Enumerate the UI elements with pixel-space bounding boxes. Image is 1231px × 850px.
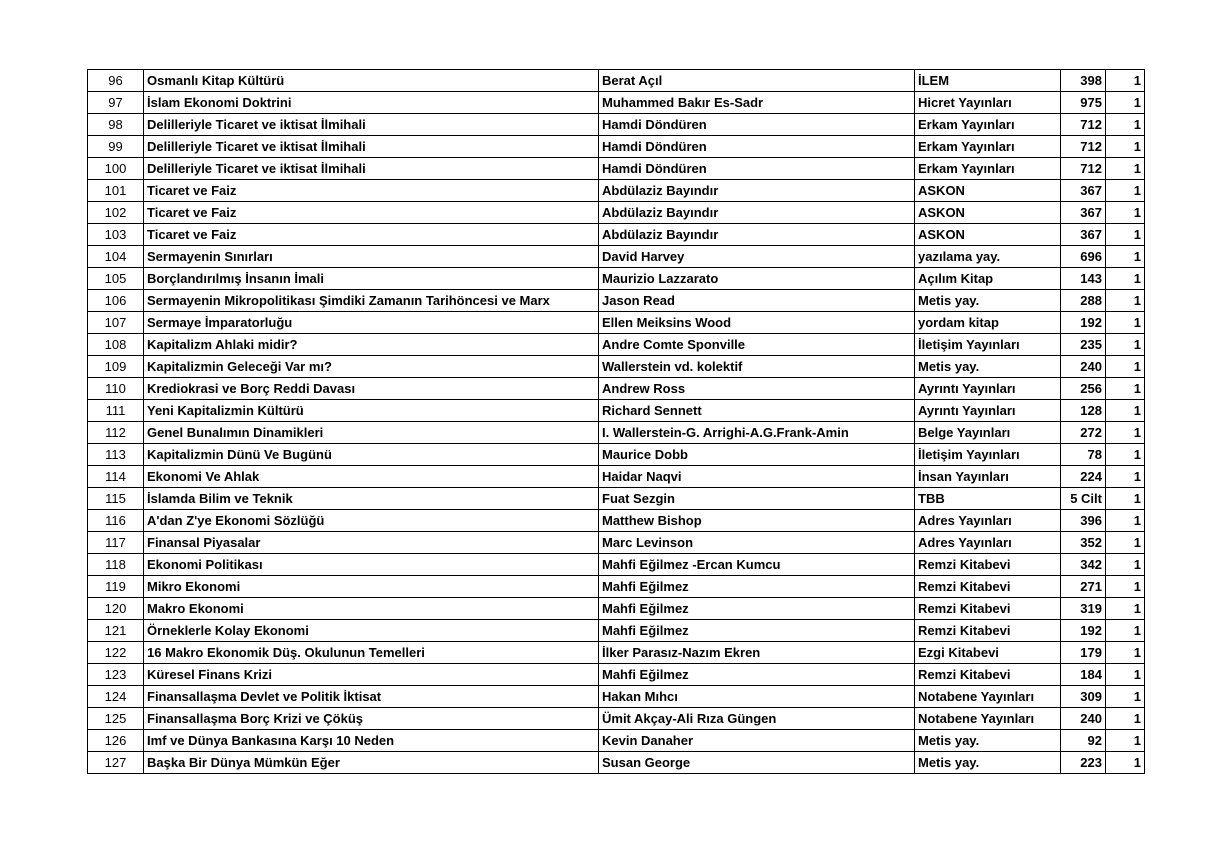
page-count-cell: 367 [1061,202,1106,224]
page-count-cell: 288 [1061,290,1106,312]
row-number-cell: 118 [88,554,144,576]
publisher-cell: Notabene Yayınları [915,708,1061,730]
row-number-cell: 102 [88,202,144,224]
table-row [88,686,1145,708]
row-number-cell: 110 [88,378,144,400]
author-cell: Kevin Danaher [599,730,915,752]
quantity-cell: 1 [1106,488,1145,510]
author-cell: Maurice Dobb [599,444,915,466]
row-number-cell: 106 [88,290,144,312]
book-title-cell: Osmanlı Kitap Kültürü [144,70,599,92]
book-title-cell: Delilleriyle Ticaret ve iktisat İlmihali [144,158,599,180]
book-title-cell: 16 Makro Ekonomik Düş. Okulunun Temelleri [144,642,599,664]
page-count-cell: 78 [1061,444,1106,466]
row-number-cell: 114 [88,466,144,488]
author-cell: Mahfi Eğilmez [599,598,915,620]
publisher-cell: TBB [915,488,1061,510]
row-number-cell: 119 [88,576,144,598]
quantity-cell: 1 [1106,356,1145,378]
quantity-cell: 1 [1106,378,1145,400]
quantity-cell: 1 [1106,422,1145,444]
author-cell: Susan George [599,752,915,774]
row-number-cell: 125 [88,708,144,730]
table-row [88,290,1145,312]
page-count-cell: 256 [1061,378,1106,400]
author-cell: Ellen Meiksins Wood [599,312,915,334]
author-cell: Mahfi Eğilmez [599,576,915,598]
publisher-cell: Erkam Yayınları [915,136,1061,158]
row-number-cell: 99 [88,136,144,158]
page-count-cell: 5 Cilt [1061,488,1106,510]
book-list-table [87,69,1145,774]
quantity-cell: 1 [1106,92,1145,114]
quantity-cell: 1 [1106,268,1145,290]
author-cell: Maurizio Lazzarato [599,268,915,290]
author-cell: Fuat Sezgin [599,488,915,510]
row-number-cell: 112 [88,422,144,444]
book-title-cell: Delilleriyle Ticaret ve iktisat İlmihali [144,136,599,158]
quantity-cell: 1 [1106,312,1145,334]
author-cell: Ümit Akçay-Ali Rıza Güngen [599,708,915,730]
table-row [88,268,1145,290]
quantity-cell: 1 [1106,576,1145,598]
author-cell: Abdülaziz Bayındır [599,224,915,246]
quantity-cell: 1 [1106,180,1145,202]
book-title-cell: Ekonomi Politikası [144,554,599,576]
book-title-cell: Genel Bunalımın Dinamikleri [144,422,599,444]
book-title-cell: Ticaret ve Faiz [144,180,599,202]
page-count-cell: 184 [1061,664,1106,686]
author-cell: Wallerstein vd. kolektif [599,356,915,378]
author-cell: Jason Read [599,290,915,312]
page-count-cell: 712 [1061,158,1106,180]
page-count-cell: 712 [1061,136,1106,158]
table-row [88,554,1145,576]
book-title-cell: Finansallaşma Borç Krizi ve Çöküş [144,708,599,730]
publisher-cell: Remzi Kitabevi [915,598,1061,620]
page-count-cell: 712 [1061,114,1106,136]
quantity-cell: 1 [1106,598,1145,620]
author-cell: Marc Levinson [599,532,915,554]
table-row [88,158,1145,180]
publisher-cell: Belge Yayınları [915,422,1061,444]
quantity-cell: 1 [1106,642,1145,664]
book-title-cell: Yeni Kapitalizmin Kültürü [144,400,599,422]
book-title-cell: Sermaye İmparatorluğu [144,312,599,334]
page-count-cell: 143 [1061,268,1106,290]
quantity-cell: 1 [1106,334,1145,356]
table-row [88,136,1145,158]
publisher-cell: Hicret Yayınları [915,92,1061,114]
table-row [88,730,1145,752]
author-cell: Abdülaziz Bayındır [599,202,915,224]
page-count-cell: 367 [1061,224,1106,246]
row-number-cell: 117 [88,532,144,554]
table-row [88,708,1145,730]
publisher-cell: Erkam Yayınları [915,158,1061,180]
publisher-cell: Adres Yayınları [915,510,1061,532]
quantity-cell: 1 [1106,620,1145,642]
table-row [88,202,1145,224]
table-row [88,488,1145,510]
page-count-cell: 179 [1061,642,1106,664]
row-number-cell: 120 [88,598,144,620]
table-row [88,400,1145,422]
page-count-cell: 240 [1061,356,1106,378]
row-number-cell: 97 [88,92,144,114]
book-title-cell: Finansallaşma Devlet ve Politik İktisat [144,686,599,708]
quantity-cell: 1 [1106,224,1145,246]
page-count-cell: 192 [1061,620,1106,642]
book-title-cell: İslam Ekonomi Doktrini [144,92,599,114]
row-number-cell: 104 [88,246,144,268]
quantity-cell: 1 [1106,752,1145,774]
quantity-cell: 1 [1106,158,1145,180]
quantity-cell: 1 [1106,114,1145,136]
publisher-cell: Adres Yayınları [915,532,1061,554]
publisher-cell: Remzi Kitabevi [915,620,1061,642]
table-row [88,532,1145,554]
author-cell: Abdülaziz Bayındır [599,180,915,202]
book-title-cell: İslamda Bilim ve Teknik [144,488,599,510]
publisher-cell: ASKON [915,180,1061,202]
book-title-cell: Krediokrasi ve Borç Reddi Davası [144,378,599,400]
book-title-cell: Imf ve Dünya Bankasına Karşı 10 Neden [144,730,599,752]
quantity-cell: 1 [1106,246,1145,268]
table-row [88,378,1145,400]
table-row [88,246,1145,268]
quantity-cell: 1 [1106,708,1145,730]
publisher-cell: Metis yay. [915,356,1061,378]
row-number-cell: 96 [88,70,144,92]
author-cell: Andrew Ross [599,378,915,400]
publisher-cell: İletişim Yayınları [915,444,1061,466]
author-cell: Muhammed Bakır Es-Sadr [599,92,915,114]
book-title-cell: Finansal Piyasalar [144,532,599,554]
page-count-cell: 240 [1061,708,1106,730]
author-cell: Matthew Bishop [599,510,915,532]
quantity-cell: 1 [1106,466,1145,488]
table-row [88,642,1145,664]
book-title-cell: Kapitalizmin Geleceği Var mı? [144,356,599,378]
publisher-cell: ASKON [915,202,1061,224]
author-cell: Hamdi Döndüren [599,136,915,158]
page-count-cell: 272 [1061,422,1106,444]
row-number-cell: 115 [88,488,144,510]
row-number-cell: 111 [88,400,144,422]
book-title-cell: Ekonomi Ve Ahlak [144,466,599,488]
table-row [88,224,1145,246]
row-number-cell: 126 [88,730,144,752]
author-cell: Mahfi Eğilmez -Ercan Kumcu [599,554,915,576]
table-row [88,598,1145,620]
quantity-cell: 1 [1106,202,1145,224]
book-title-cell: Makro Ekonomi [144,598,599,620]
publisher-cell: İnsan Yayınları [915,466,1061,488]
row-number-cell: 98 [88,114,144,136]
page-count-cell: 92 [1061,730,1106,752]
book-title-cell: Kapitalizm Ahlaki midir? [144,334,599,356]
page-count-cell: 271 [1061,576,1106,598]
publisher-cell: Açılım Kitap [915,268,1061,290]
quantity-cell: 1 [1106,510,1145,532]
quantity-cell: 1 [1106,532,1145,554]
publisher-cell: Remzi Kitabevi [915,576,1061,598]
book-title-cell: Örneklerle Kolay Ekonomi [144,620,599,642]
table-row [88,92,1145,114]
book-title-cell: Delilleriyle Ticaret ve iktisat İlmihali [144,114,599,136]
author-cell: David Harvey [599,246,915,268]
book-list-body [88,70,1145,774]
quantity-cell: 1 [1106,136,1145,158]
table-row [88,70,1145,92]
table-row [88,664,1145,686]
table-row [88,422,1145,444]
row-number-cell: 103 [88,224,144,246]
table-row [88,356,1145,378]
author-cell: Hakan Mıhcı [599,686,915,708]
row-number-cell: 127 [88,752,144,774]
quantity-cell: 1 [1106,400,1145,422]
publisher-cell: İletişim Yayınları [915,334,1061,356]
page-count-cell: 398 [1061,70,1106,92]
book-title-cell: A'dan Z'ye Ekonomi Sözlüğü [144,510,599,532]
publisher-cell: Metis yay. [915,730,1061,752]
row-number-cell: 100 [88,158,144,180]
author-cell: Mahfi Eğilmez [599,664,915,686]
publisher-cell: Ezgi Kitabevi [915,642,1061,664]
page-count-cell: 696 [1061,246,1106,268]
table-row [88,334,1145,356]
publisher-cell: Metis yay. [915,290,1061,312]
publisher-cell: Ayrıntı Yayınları [915,400,1061,422]
page-count-cell: 223 [1061,752,1106,774]
book-title-cell: Küresel Finans Krizi [144,664,599,686]
page-count-cell: 975 [1061,92,1106,114]
publisher-cell: yordam kitap [915,312,1061,334]
publisher-cell: Remzi Kitabevi [915,664,1061,686]
page-count-cell: 224 [1061,466,1106,488]
author-cell: Mahfi Eğilmez [599,620,915,642]
row-number-cell: 108 [88,334,144,356]
row-number-cell: 101 [88,180,144,202]
author-cell: Hamdi Döndüren [599,114,915,136]
table-row [88,444,1145,466]
publisher-cell: Erkam Yayınları [915,114,1061,136]
page-count-cell: 367 [1061,180,1106,202]
book-title-cell: Ticaret ve Faiz [144,202,599,224]
table-row [88,510,1145,532]
quantity-cell: 1 [1106,686,1145,708]
author-cell: I. Wallerstein-G. Arrighi-A.G.Frank-Amin [599,422,915,444]
publisher-cell: Remzi Kitabevi [915,554,1061,576]
quantity-cell: 1 [1106,290,1145,312]
page-count-cell: 396 [1061,510,1106,532]
page-count-cell: 128 [1061,400,1106,422]
book-title-cell: Sermayenin Sınırları [144,246,599,268]
book-title-cell: Ticaret ve Faiz [144,224,599,246]
row-number-cell: 122 [88,642,144,664]
row-number-cell: 124 [88,686,144,708]
table-row [88,620,1145,642]
publisher-cell: ASKON [915,224,1061,246]
quantity-cell: 1 [1106,730,1145,752]
quantity-cell: 1 [1106,70,1145,92]
publisher-cell: Ayrıntı Yayınları [915,378,1061,400]
row-number-cell: 116 [88,510,144,532]
book-title-cell: Mikro Ekonomi [144,576,599,598]
book-title-cell: Borçlandırılmış İnsanın İmali [144,268,599,290]
publisher-cell: İLEM [915,70,1061,92]
row-number-cell: 113 [88,444,144,466]
row-number-cell: 121 [88,620,144,642]
book-title-cell: Kapitalizmin Dünü Ve Bugünü [144,444,599,466]
publisher-cell: Notabene Yayınları [915,686,1061,708]
table-row [88,752,1145,774]
table-row [88,466,1145,488]
table-row [88,114,1145,136]
page-count-cell: 235 [1061,334,1106,356]
table-row [88,576,1145,598]
book-title-cell: Sermayenin Mikropolitikası Şimdiki Zamanın Tarihöncesi ve Marx [144,290,599,312]
author-cell: İlker Parasız-Nazım Ekren [599,642,915,664]
table-row [88,312,1145,334]
table-row [88,180,1145,202]
page-count-cell: 352 [1061,532,1106,554]
author-cell: Haidar Naqvi [599,466,915,488]
row-number-cell: 107 [88,312,144,334]
row-number-cell: 109 [88,356,144,378]
page-count-cell: 319 [1061,598,1106,620]
row-number-cell: 123 [88,664,144,686]
publisher-cell: Metis yay. [915,752,1061,774]
author-cell: Hamdi Döndüren [599,158,915,180]
quantity-cell: 1 [1106,444,1145,466]
row-number-cell: 105 [88,268,144,290]
publisher-cell: yazılama yay. [915,246,1061,268]
quantity-cell: 1 [1106,664,1145,686]
page-count-cell: 309 [1061,686,1106,708]
author-cell: Berat Açıl [599,70,915,92]
page-count-cell: 192 [1061,312,1106,334]
page-count-cell: 342 [1061,554,1106,576]
book-title-cell: Başka Bir Dünya Mümkün Eğer [144,752,599,774]
author-cell: Richard Sennett [599,400,915,422]
author-cell: Andre Comte Sponville [599,334,915,356]
quantity-cell: 1 [1106,554,1145,576]
